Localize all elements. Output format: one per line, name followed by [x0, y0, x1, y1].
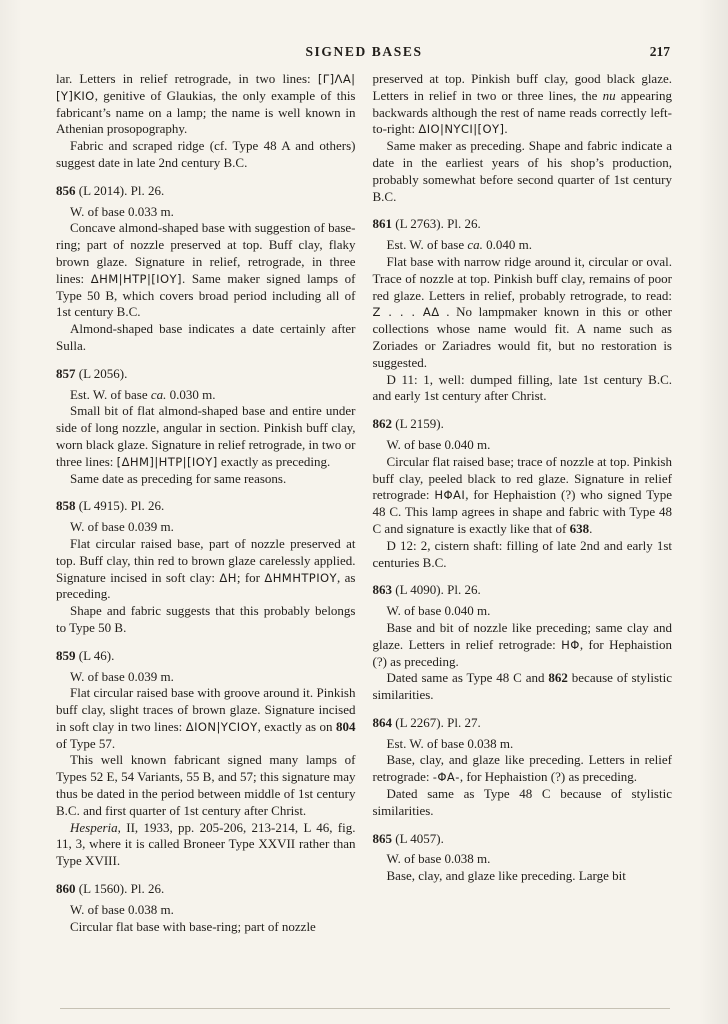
text-run: (L 4090). Pl. 26. — [392, 582, 481, 598]
paragraph — [373, 454, 673, 538]
text-run: appearing backwards although the rest of name reads correctly left-to-right: — [372, 87, 672, 137]
text-run: W. of base 0.040 m. — [386, 603, 491, 619]
running-head — [56, 44, 672, 62]
left-column — [56, 71, 356, 935]
entry-heading — [56, 498, 356, 515]
bold-reference: 863 — [372, 582, 392, 598]
text-run: 0.030 m. — [166, 386, 216, 402]
inscription-text: Z . . . ΑΔ — [372, 305, 440, 320]
text-run: W. of base 0.040 m. — [386, 436, 491, 452]
bold-reference: 861 — [372, 216, 392, 232]
paragraph — [373, 254, 673, 372]
text-run: , for Hephaistion (?) as preceding. — [372, 636, 672, 669]
text-run: of Type 57. — [56, 735, 116, 751]
paragraph — [56, 669, 356, 686]
text-run: W. of base 0.039 m. — [70, 519, 174, 535]
bold-reference: 865 — [372, 830, 392, 846]
paragraph — [373, 670, 673, 704]
text-run: . No lampmaker known in this or other collections whose name would fit. A name such as Zoriades or Zariadres would fit, but no restoration is suggested. — [372, 304, 672, 370]
text-run: W. of base 0.039 m. — [70, 668, 174, 684]
inscription-text: ΔΙΟΝ|ΥCΙΟΥ — [185, 719, 258, 734]
inscription-text: [Γ]ΛΑ|[Υ]ΚΙΟ — [56, 72, 356, 103]
bold-reference: 857 — [56, 365, 76, 381]
text-run: Same maker as preceding. Shape and fabric indicate a date in the earliest years of his shop’s production, probably somewhat before second quarter of 1st century B.C. — [372, 138, 672, 204]
text-run: . — [589, 520, 593, 536]
text-run: . Same maker signed lamps of Type 50 B, which covers broad period including all of 1st century B.C. — [56, 270, 356, 320]
text-run: D 12: 2, cistern shaft: filling of late 2nd and early 1st centuries B.C. — [372, 537, 672, 570]
text-run: preserved at top. Pinkish buff clay, good black glaze. Letters in relief in two or three lines, the — [372, 71, 672, 103]
entry-heading — [56, 881, 356, 898]
text-run: because of stylistic similarities. — [372, 670, 673, 703]
text-run: (L 2159). — [392, 416, 444, 432]
text-run: Shape and fabric suggests that this probably belongs to Type 50 B. — [56, 603, 356, 635]
inscription-text: ΔΙΟ|ΝΥCΙ|[ΟΥ] — [418, 122, 505, 137]
entry-heading — [56, 648, 356, 665]
text-run: lar. Letters in relief retrograde, in two lines: — [56, 71, 318, 86]
paragraph — [56, 204, 356, 221]
text-run: Circular flat base with base-ring; part of nozzle — [70, 918, 316, 934]
paragraph — [373, 752, 673, 786]
text-run: Base, clay, and glaze like preceding. Large bit — [386, 868, 626, 884]
text-run: W. of base 0.038 m. — [70, 901, 174, 917]
paragraph — [373, 736, 673, 753]
paragraph — [373, 851, 673, 868]
paragraph — [373, 237, 673, 254]
bold-reference: 856 — [56, 182, 76, 198]
text-run: Flat base with narrow ridge around it, circular or oval. Trace of nozzle at top. Pinkish buff clay, remains of poor red glaze. Letters in relief, probably retrograde, to read: — [372, 253, 672, 303]
text-run: Base and bit of nozzle like preceding; same clay and glaze. Letters in relief retrograde: — [372, 619, 672, 652]
text-run: (L 2014). Pl. 26. — [75, 182, 165, 198]
paragraph — [56, 387, 356, 404]
paragraph — [56, 519, 356, 536]
paragraph — [56, 902, 356, 919]
text-run: , exactly as on — [257, 718, 336, 734]
entry-heading — [373, 216, 673, 233]
text-run: Almond-shaped base indicates a date certainly after Sulla. — [56, 321, 356, 353]
text-run: Flat circular raised base, part of nozzle preserved at top. Buff clay, thin red to brown glaze carelessly applied. Signature incised in soft clay: — [56, 535, 356, 585]
text-columns — [56, 71, 672, 935]
paragraph — [56, 536, 356, 603]
paragraph — [56, 603, 356, 637]
entry-heading — [56, 183, 356, 200]
text-run: This well known fabricant signed many lamps of Types 52 E, 54 Variants, 55 B, and 57; this signature may thus be dated in the period between middle of 1st century B.C. and first quarter of 1st century after Christ. — [56, 752, 356, 818]
text-run: Dated same as Type 48 C because of stylistic similarities. — [372, 786, 672, 818]
italic-text: nu — [602, 87, 616, 103]
bold-reference: 864 — [372, 714, 392, 730]
paragraph — [56, 919, 356, 936]
text-run: 0.040 m. — [482, 237, 533, 253]
text-run: Concave almond-shaped base with suggestion of base-ring; part of nozzle preserved at top. Buff clay, flaky brown glaze. Signature in relief, retrograde, in three lines: — [56, 220, 356, 286]
text-run: Small bit of flat almond-shaped base and entire under side of long nozzle, angular in section. Pinkish buff clay, worn black glaze. Signature in relief retrograde, in two or three lines: — [56, 403, 356, 469]
page-number: 217 — [649, 44, 670, 59]
text-run: Flat circular raised base with groove around it. Pinkish buff clay, slight traces of brown glaze. Signature incised in soft clay in two lines: — [56, 685, 356, 734]
text-run: D 11: 1, well: dumped filling, late 1st century B.C. and early 1st century after Christ. — [372, 371, 672, 404]
paragraph — [373, 620, 673, 670]
text-run: Est. W. of base — [70, 386, 151, 402]
text-run: (L 4057). — [392, 830, 444, 846]
text-run: . — [504, 121, 508, 137]
bold-reference: 638 — [569, 520, 590, 536]
inscription-text: -ΦΑ- — [432, 770, 460, 785]
bold-reference: 860 — [56, 881, 76, 897]
text-run: Est. W. of base 0.038 m. — [386, 735, 514, 751]
italic-text: ca. — [150, 386, 167, 402]
text-run: W. of base 0.033 m. — [70, 203, 174, 219]
entry-heading — [56, 366, 356, 383]
text-run: , genitive of Glaukias, the only example of this fabricant’s name on a lamp; the name is well known in Athenian prosopography. — [56, 87, 356, 137]
page-title: SIGNED BASES — [305, 44, 423, 59]
entry-heading — [373, 715, 673, 732]
inscription-text: ΗΦ — [561, 637, 580, 652]
paragraph — [373, 538, 673, 572]
paragraph — [373, 868, 673, 885]
text-run: (L 2267). Pl. 27. — [392, 714, 481, 730]
paragraph — [56, 820, 356, 870]
inscription-text: [ΔΗΜ]|ΗΤΡ|[ΙΟΥ] — [116, 454, 218, 469]
paragraph — [373, 437, 673, 454]
bottom-rule — [60, 1008, 670, 1009]
inscription-text: ΗΦΑΙ — [434, 488, 466, 503]
text-run: , for Hephaistion (?) as preceding. — [459, 769, 638, 785]
paragraph — [373, 786, 673, 820]
right-column — [373, 71, 673, 935]
text-run: W. of base 0.038 m. — [386, 851, 491, 867]
bold-reference: 859 — [56, 647, 76, 663]
paragraph — [56, 321, 356, 355]
text-run: (L 46). — [75, 647, 115, 663]
paragraph — [56, 403, 356, 470]
paragraph — [56, 220, 356, 321]
italic-text: Hesperia — [70, 819, 118, 835]
text-run: , as preceding. — [56, 569, 356, 602]
text-run: (L 2763). Pl. 26. — [392, 216, 481, 232]
text-run: (L 2056). — [75, 365, 128, 381]
paragraph — [56, 471, 356, 488]
text-run: , for Hephaistion (?) who signed Type 48 C. This lamp agrees in shape and fabric with Type 48 C and signature is exactly like that of — [372, 487, 672, 536]
text-run: exactly as preceding. — [217, 453, 331, 469]
paragraph — [373, 603, 673, 620]
paragraph — [56, 752, 356, 819]
text-run: Est. W. of base — [386, 237, 468, 253]
bold-reference: 862 — [548, 670, 568, 686]
text-run: Circular flat raised base; trace of nozzle at top. Pinkish buff clay, peeled black to red glaze. Signature in relief retrograde: — [372, 453, 672, 503]
bold-reference: 862 — [372, 416, 392, 432]
paragraph — [373, 71, 673, 138]
text-run: (L 4915). Pl. 26. — [75, 498, 165, 514]
paragraph — [373, 138, 673, 205]
text-run: , II, 1933, pp. 205-206, 213-214, L 46, fig. 11, 3, where it is called Broneer Type XXVII rather than Type XVIII. — [56, 819, 356, 869]
inscription-text: ΔΗΜΗΤΡΙΟΥ — [264, 570, 338, 585]
bold-reference: 804 — [336, 718, 356, 734]
text-run: Fabric and scraped ridge (cf. Type 48 A and others) suggest date in late 2nd century B.C. — [56, 138, 356, 170]
entry-heading — [373, 416, 673, 433]
inscription-text: ΔΗΜ|ΗΤΡ|[ΙΟΥ] — [90, 271, 182, 286]
paragraph — [56, 71, 356, 138]
paragraph — [56, 138, 356, 172]
text-run: Same date as preceding for same reasons. — [70, 470, 287, 486]
text-run: Dated same as Type 48 C and — [386, 670, 549, 686]
inscription-text: ΔΗ — [219, 570, 237, 585]
bold-reference: 858 — [56, 498, 76, 514]
entry-heading — [373, 582, 673, 599]
text-run: (L 1560). Pl. 26. — [75, 881, 165, 897]
entry-heading — [373, 831, 673, 848]
text-run: Base, clay, and glaze like preceding. Letters in relief retrograde: — [372, 752, 672, 785]
italic-text: ca. — [467, 237, 483, 253]
paragraph — [373, 372, 673, 406]
paragraph — [56, 685, 356, 752]
text-run: ; for — [236, 569, 265, 585]
